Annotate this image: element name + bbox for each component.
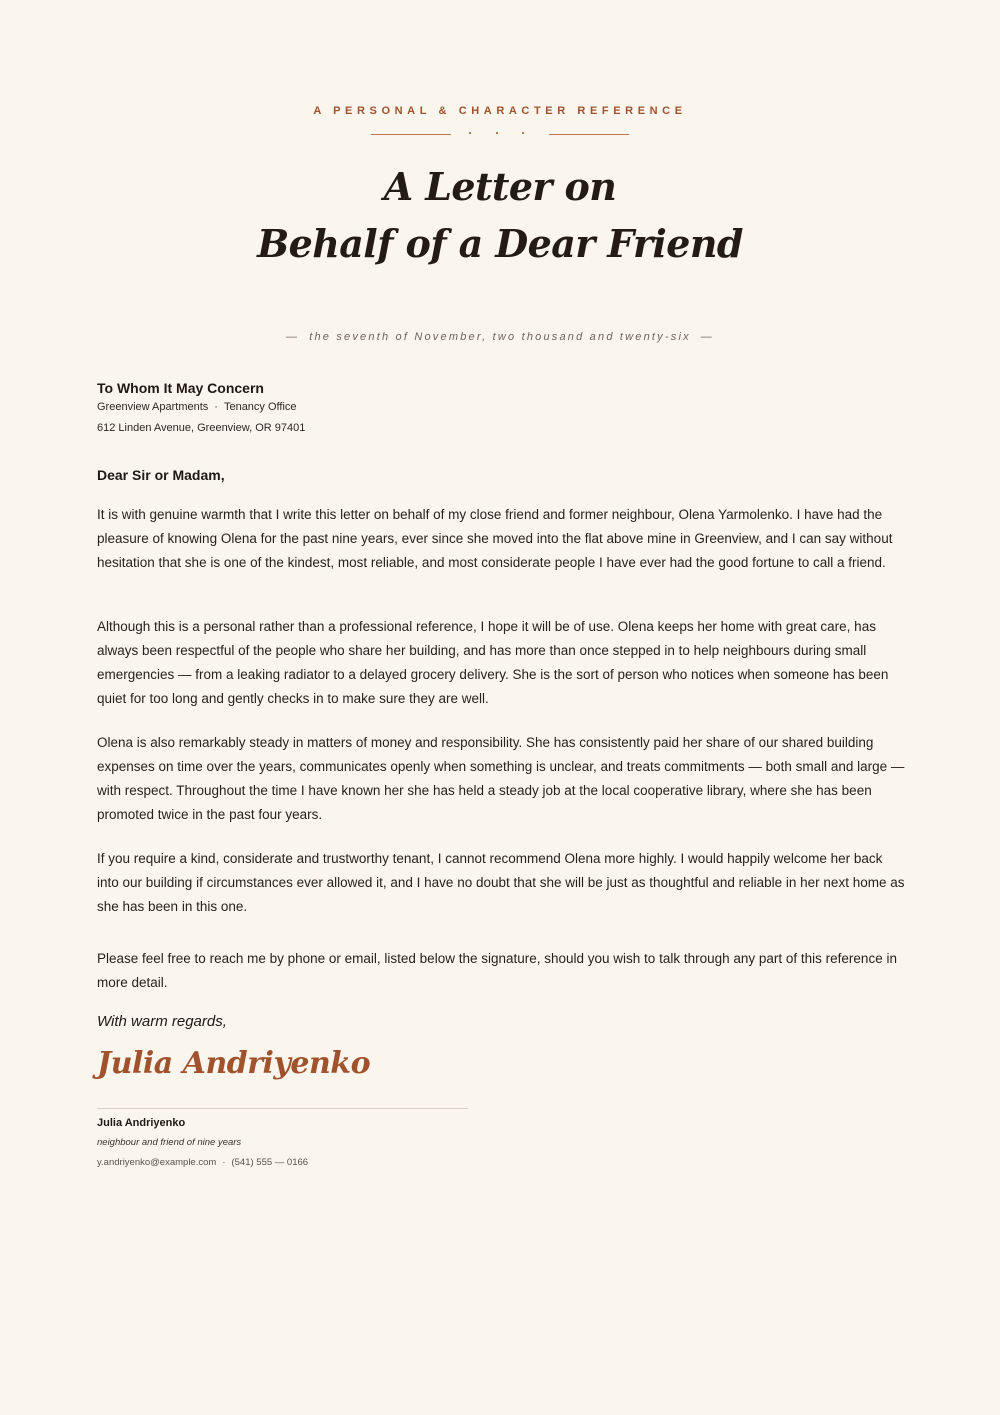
signature-divider (97, 1108, 468, 1109)
recipient-address: 612 Linden Avenue, Greenview, OR 97401 (97, 422, 306, 434)
title-ornament (0, 128, 1000, 140)
ornament-dot (469, 132, 471, 134)
ornament-dot (496, 132, 498, 134)
body-paragraph: Olena is also remarkably steady in matters of money and responsibility. She has consistently paid her share of our shared building expenses on time over the years, communicates openly when something is unclear, and treats commitments — both small and large — with respect. Throughout the time I have known her she has held a steady job at the local cooperative library, where she has been promoted twice in the past four years. (97, 735, 905, 822)
letter-date (0, 331, 1000, 343)
closing-phrase: With warm regards, (97, 1013, 227, 1030)
signer-phone: (541) 555 — 0166 (231, 1157, 309, 1168)
ornament-rule-right (549, 134, 629, 135)
recipient-department: Tenancy Office (223, 401, 297, 413)
salutation: Dear Sir or Madam, (97, 467, 225, 483)
signer-name: Julia Andriyenko (97, 1117, 186, 1129)
signer-email: y.andriyenko@example.com (97, 1157, 217, 1168)
recipient-organization-line (97, 401, 297, 413)
title-line-1: A Letter on (383, 164, 617, 209)
date-dash-left: — (285, 331, 300, 343)
contact-separator: · (222, 1157, 226, 1168)
ornament-rule-left (371, 134, 451, 135)
reference-eyebrow: A PERSONAL & CHARACTER REFERENCE (313, 105, 687, 117)
body-paragraph: If you require a kind, considerate and trustworthy tenant, I cannot recommend Olena more highly. I would happily welcome her back into our building if circumstances ever allowed it, and I have no doubt that she will be just as thoughtful and reliable in her next home as she has been in this one. (97, 851, 905, 914)
handwritten-signature: Julia Andriyenko (97, 1046, 371, 1081)
title-line-2: Behalf of a Dear Friend (257, 221, 743, 266)
body-paragraph: Please feel free to reach me by phone or email, listed below the signature, should you wish to talk through any part of this reference in more detail. (97, 951, 897, 990)
date-dash-right: — (700, 331, 714, 343)
signer-role: neighbour and friend of nine years (97, 1137, 242, 1148)
letter-title (0, 158, 1000, 272)
date-text: the seventh of November, two thousand and twenty-six (309, 331, 691, 343)
signer-contact (97, 1157, 308, 1168)
body-paragraph: Although this is a personal rather than a professional reference, I hope it will be of use. Olena keeps her home with great care, has always been respectful of the people who share her building, and has more than once stepped in to help neighbours during small emergencies — from a leaking radiator to a delayed grocery delivery. She is the sort of person who notices when someone has been quiet for too long and gently checks in to make sure they are well. (97, 619, 889, 706)
recipient-name: To Whom It May Concern (97, 380, 264, 396)
recipient-organization: Greenview Apartments (97, 401, 209, 413)
recipient-separator: · (214, 401, 218, 413)
body-paragraph: It is with genuine warmth that I write this letter on behalf of my close friend and former neighbour, Olena Yarmolenko. I have had the pleasure of knowing Olena for the past nine years, ever since she moved into the flat above mine in Greenview, and I can say without hesitation that she is one of the kindest, most reliable, and most considerate people I have ever had the good fortune to call a friend. (97, 507, 893, 570)
ornament-dot (522, 132, 524, 134)
